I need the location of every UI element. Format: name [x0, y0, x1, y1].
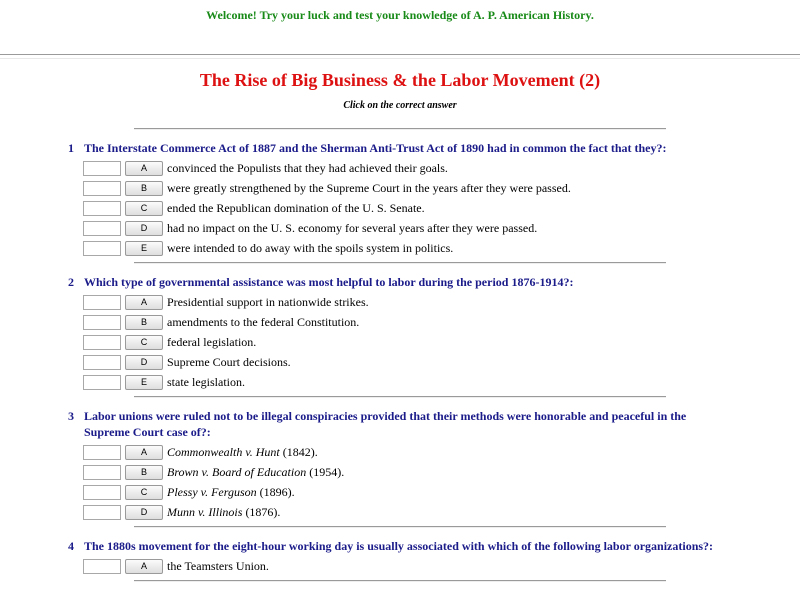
question-number: 2	[68, 275, 74, 289]
answer-option-b	[83, 312, 714, 332]
question-text: Labor unions were ruled not to be illegal conspiracies provided that their methods were honorable and peaceful in the Supreme Court case of?:	[84, 409, 687, 439]
question-1	[0, 140, 800, 258]
top-divider	[0, 54, 800, 59]
answer-feedback-field	[83, 335, 121, 350]
answer-option-d	[83, 218, 714, 238]
answer-options	[68, 442, 714, 522]
answer-button-e[interactable]: E	[125, 375, 163, 390]
answer-text-italic: Brown v. Board of Education	[167, 465, 307, 479]
answer-text	[167, 200, 425, 216]
answer-feedback-field	[83, 161, 121, 176]
answer-text-main: ended the Republican domination of the U. S. Senate.	[167, 201, 425, 215]
answer-button-d[interactable]: D	[125, 505, 163, 520]
answer-text-italic: Commonwealth v. Hunt	[167, 445, 280, 459]
answer-text-main: state legislation.	[167, 375, 245, 389]
answer-option-a	[83, 556, 714, 576]
answer-button-d[interactable]: D	[125, 221, 163, 236]
answer-feedback-field	[83, 505, 121, 520]
answer-text	[167, 220, 537, 236]
answer-feedback-field	[83, 375, 121, 390]
answer-text-main: convinced the Populists that they had achieved their goals.	[167, 161, 448, 175]
answer-button-c[interactable]: C	[125, 335, 163, 350]
question-header	[68, 274, 714, 290]
answer-text	[167, 314, 359, 330]
answer-option-d	[83, 502, 714, 522]
answer-option-d	[83, 352, 714, 372]
answer-text-main: had no impact on the U. S. economy for several years after they were passed.	[167, 221, 538, 235]
answer-feedback-field	[83, 315, 121, 330]
quiz-divider	[134, 128, 666, 130]
answer-feedback-field	[83, 445, 121, 460]
question-text: Which type of governmental assistance was most helpful to labor during the period 1876-1914?:	[84, 275, 574, 289]
answer-feedback-field	[83, 241, 121, 256]
answer-options	[68, 158, 714, 258]
answer-button-d[interactable]: D	[125, 355, 163, 370]
answer-button-b[interactable]: B	[125, 181, 163, 196]
answer-button-a[interactable]: A	[125, 295, 163, 310]
question-header	[68, 408, 714, 440]
answer-button-c[interactable]: C	[125, 485, 163, 500]
answer-feedback-field	[83, 201, 121, 216]
answer-text-main: amendments to the federal Constitution.	[167, 315, 360, 329]
question-number: 1	[68, 141, 74, 155]
question-3	[0, 408, 800, 522]
question-4	[0, 538, 800, 576]
answer-option-e	[83, 372, 714, 392]
answer-feedback-field	[83, 221, 121, 236]
question-text: The 1880s movement for the eight-hour working day is usually associated with which of the following labor organizations?:	[84, 539, 714, 553]
answer-option-e	[83, 238, 714, 258]
page-title: The Rise of Big Business & the Labor Movement (2)	[199, 70, 601, 90]
question-divider	[134, 262, 666, 264]
question-number: 4	[68, 539, 74, 553]
answer-text-main: (1842).	[279, 445, 318, 459]
answer-text-main: Presidential support in nationwide strikes.	[167, 295, 369, 309]
answer-text	[167, 504, 280, 520]
answer-button-a[interactable]: A	[125, 445, 163, 460]
answer-feedback-field	[83, 355, 121, 370]
answer-option-b	[83, 178, 714, 198]
answer-text	[167, 294, 369, 310]
answer-text	[167, 558, 269, 574]
answer-text-main: were greatly strengthened by the Supreme Court in the years after they were passed.	[167, 181, 571, 195]
answer-text-main: Supreme Court decisions.	[167, 355, 291, 369]
question-header	[68, 538, 714, 554]
answer-options	[68, 556, 714, 576]
question-header	[68, 140, 714, 156]
answer-text	[167, 464, 344, 480]
quiz-container	[0, 140, 800, 582]
answer-text	[167, 484, 295, 500]
answer-button-b[interactable]: B	[125, 315, 163, 330]
answer-options	[68, 292, 714, 392]
answer-button-b[interactable]: B	[125, 465, 163, 480]
answer-text-main: (1896).	[256, 485, 295, 499]
question-divider	[134, 396, 666, 398]
answer-text-main: were intended to do away with the spoils system in politics.	[167, 241, 454, 255]
answer-text-italic: Munn v. Illinois	[167, 505, 243, 519]
answer-text-main: (1876).	[242, 505, 281, 519]
answer-option-a	[83, 442, 714, 462]
answer-button-e[interactable]: E	[125, 241, 163, 256]
question-divider	[134, 580, 666, 582]
answer-text-main: (1954).	[306, 465, 345, 479]
answer-option-a	[83, 292, 714, 312]
answer-text	[167, 374, 245, 390]
question-number: 3	[68, 409, 74, 423]
answer-option-c	[83, 482, 714, 502]
question-divider	[134, 526, 666, 528]
answer-feedback-field	[83, 295, 121, 310]
answer-text-italic: Plessy v. Ferguson	[167, 485, 257, 499]
answer-text	[167, 334, 256, 350]
welcome-banner: Welcome! Try your luck and test your knowledge of A. P. American History.	[206, 8, 594, 22]
answer-option-a	[83, 158, 714, 178]
question-2	[0, 274, 800, 392]
answer-text	[167, 444, 318, 460]
answer-option-b	[83, 462, 714, 482]
answer-text	[167, 354, 291, 370]
answer-button-a[interactable]: A	[125, 559, 163, 574]
instruction-text: Click on the correct answer	[343, 100, 457, 111]
answer-text	[167, 180, 571, 196]
answer-option-c	[83, 332, 714, 352]
answer-button-a[interactable]: A	[125, 161, 163, 176]
answer-feedback-field	[83, 559, 121, 574]
answer-option-c	[83, 198, 714, 218]
answer-feedback-field	[83, 485, 121, 500]
question-text: The Interstate Commerce Act of 1887 and the Sherman Anti-Trust Act of 1890 had in common the fact that they?:	[84, 141, 667, 155]
answer-button-c[interactable]: C	[125, 201, 163, 216]
answer-text-main: the Teamsters Union.	[167, 559, 269, 573]
answer-text	[167, 240, 453, 256]
answer-text-main: federal legislation.	[167, 335, 257, 349]
answer-feedback-field	[83, 465, 121, 480]
answer-text	[167, 160, 448, 176]
answer-feedback-field	[83, 181, 121, 196]
